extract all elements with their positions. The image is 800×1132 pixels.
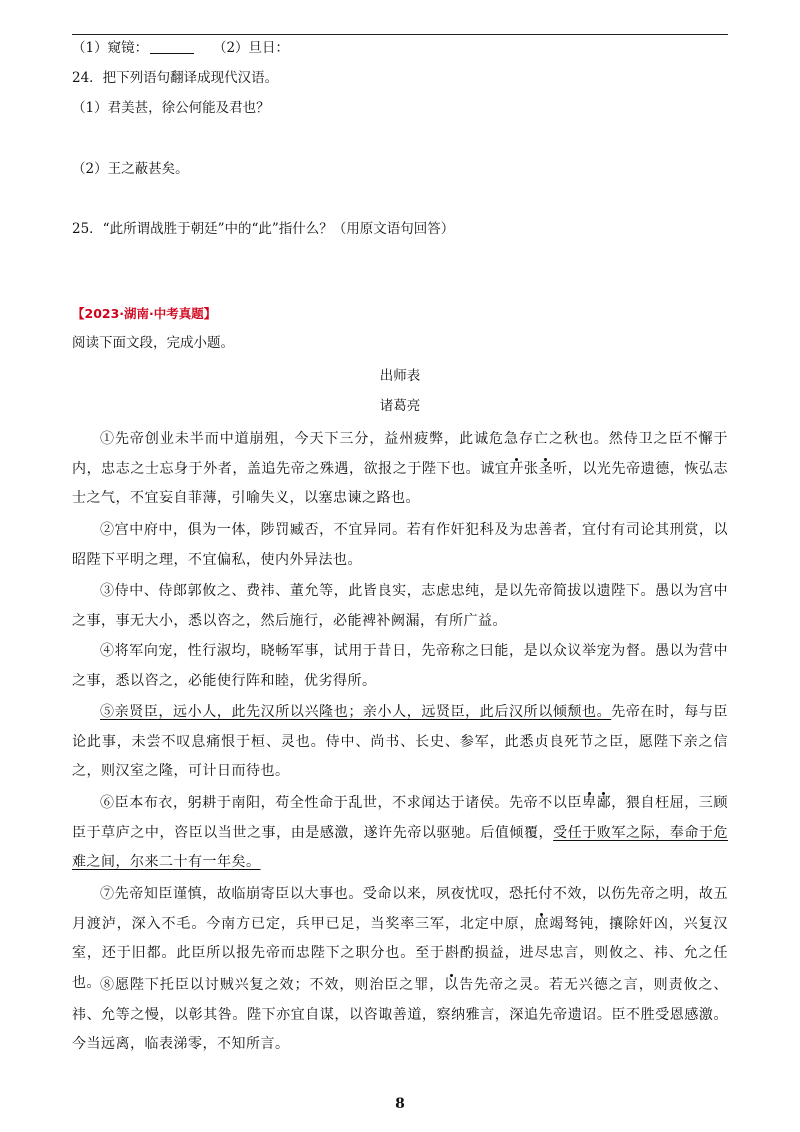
q24-stem: 24．把下列语句翻译成现代汉语。 — [72, 70, 279, 86]
q23-line — [72, 38, 289, 58]
paragraph-2: ②宫中府中，俱为一体，陟罚臧否，不宜异同。若有作奸犯科及为忠善者，宜付有司论其刑赏，以昭陛下平明之理，不宜偏私，使内外异法也。 — [72, 522, 728, 568]
q23-part1: （1）窥镜： — [72, 40, 149, 56]
passage-author: 诸葛亮 — [379, 398, 421, 414]
page-number: 8 — [395, 1096, 405, 1112]
p6-text-b: ，猥自枉屈，三顾臣于草庐之中，咨臣以当世之事，由是感激，遂许先帝以驱驰。后值倾覆， — [72, 795, 729, 841]
q23-part2: （2）旦日： — [212, 40, 290, 56]
p1-text-c: 听，以光先帝遗德，恢弘志士之气，不宜妄自菲薄，引喻失义，以塞忠谏之路也。 — [72, 460, 729, 507]
p6-text-a: ⑥臣本布衣，躬耕于南阳，苟全性命于乱世，不求闻达于诸侯。先帝不以臣 — [100, 795, 583, 811]
p8-dotted-1: 以 — [444, 977, 460, 993]
p6-underlined: 受任于败军之际，奉命于危难之间，尔来二十有一年矣。 — [72, 824, 728, 871]
paragraph-5 — [72, 698, 728, 787]
p1-dotted-2: 圣 — [538, 460, 554, 477]
paragraph-6 — [72, 789, 728, 878]
p1-text-a: ①先帝创业未半而中道崩殂，今天下三分，益州疲弊，此诚危急存亡之秋也。然侍卫之臣不懈于内，忠志之士忘身于外者，盖追先帝之殊遇，欲报之于陛下也。诚宜 — [72, 431, 728, 477]
p5-rest: 先帝在时，每与臣论此事，未尝不叹息痛恨于桓、灵也。侍中、尚书、长史、参军，此悉贞良死节之臣，愿陛下亲之信之，则汉室之隆，可计日而待也。 — [72, 704, 728, 780]
p6-dotted-2: 鄙 — [596, 795, 612, 811]
source-tag — [72, 304, 216, 324]
paragraph-1 — [72, 425, 728, 514]
p1-text-b: 张 — [523, 460, 539, 477]
q25-stem: 25．“此所谓战胜于朝廷”中的“此”指什么？（用原文语句回答） — [72, 221, 455, 237]
header-rule — [72, 34, 728, 35]
passage-title: 出师表 — [379, 368, 421, 384]
source-tag-text: 【2023·湖南·中考真题】 — [72, 306, 217, 321]
p7-dotted-1: 庶 — [534, 915, 550, 932]
reading-instruction: 阅读下面文段，完成小题。 — [72, 335, 234, 351]
p5-underlined: ⑤亲贤臣，远小人，此先汉所以兴隆也；亲小人，远贤臣，此后汉所以倾颓也。 — [100, 704, 612, 720]
paragraph-8 — [72, 971, 728, 1060]
answer-blank[interactable] — [150, 39, 194, 54]
p7-text-b: 竭驽钝，攘除奸凶，兴复汉室，还于旧都。此臣所以报先帝而忠陛下之职分也。至于斟酌损益，进尽忠言，则攸之、祎、允之任也。 — [72, 915, 729, 991]
q24-sentence-1: （1）君美甚，徐公何能及君也？ — [72, 100, 270, 116]
paragraph-3: ③侍中、侍郎郭攸之、费祎、董允等，此皆良实，志虑忠纯，是以先帝简拔以遗陛下。愚以为宫中之事，事无大小，悉以咨之，然后施行，必能裨补阙漏，有所广益。 — [72, 583, 728, 629]
q24-sentence-2: （2）王之蔽甚矣。 — [72, 161, 189, 177]
p7-text-a: ⑦先帝知臣谨慎，故临崩寄臣以大事也。受命以来，夙夜忧叹，恐托付不效，以伤先帝之明，故五月渡泸，深入不毛。今南方已定，兵甲已足，当奖率三军，北定中原， — [72, 886, 728, 932]
p8-text-b: 告先帝之灵。若无兴德之言，则责攸之、祎、允等之慢，以彰其咎。陛下亦宜自谋，以咨诹善道，察纳雅言，深追先帝遗诏。臣不胜受恩感激。今当远离，临表涕零，不知所言。 — [72, 977, 729, 1053]
p1-dotted-1: 开 — [509, 460, 524, 477]
p8-text-a: ⑧愿陛下托臣以讨贼兴复之效；不效，则治臣之罪， — [100, 977, 445, 993]
paragraph-4: ④将军向宠，性行淑均，晓畅军事，试用于昔日，先帝称之曰能，是以众议举宠为督。愚以为营中之事，悉以咨之，必能使行阵和睦，优劣得所。 — [72, 643, 728, 689]
p6-dotted-1: 卑 — [582, 795, 597, 811]
